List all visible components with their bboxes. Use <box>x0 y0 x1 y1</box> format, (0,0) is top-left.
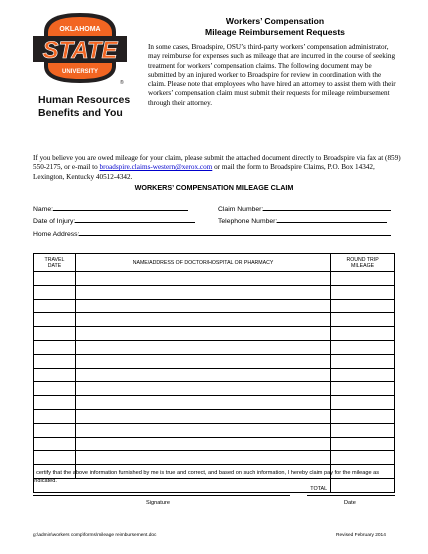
date-of-injury-input-line[interactable] <box>75 215 195 223</box>
date-line[interactable] <box>307 495 395 496</box>
logo-top-text: OKLAHOMA <box>59 26 101 33</box>
telephone-field[interactable] <box>218 215 387 225</box>
travel-date-cell[interactable] <box>34 327 76 341</box>
osu-logo <box>30 10 130 86</box>
table-row <box>34 423 395 437</box>
total-label: TOTAL <box>34 478 331 492</box>
date-of-injury-label: Date of Injury: <box>33 218 76 225</box>
mileage-cell[interactable] <box>331 437 395 451</box>
travel-date-header: TRAVEL DATE <box>34 254 76 272</box>
department-line-2: Benefits and You <box>38 106 123 119</box>
provider-cell[interactable] <box>75 409 330 423</box>
claim-number-label: Claim Number: <box>218 206 264 213</box>
travel-date-cell[interactable] <box>34 451 76 465</box>
provider-cell[interactable] <box>75 313 330 327</box>
provider-cell[interactable] <box>75 272 330 286</box>
travel-date-cell[interactable] <box>34 299 76 313</box>
mileage-cell[interactable] <box>331 382 395 396</box>
provider-cell[interactable] <box>75 451 330 465</box>
mileage-cell[interactable] <box>331 396 395 410</box>
provider-cell[interactable] <box>75 299 330 313</box>
travel-date-cell[interactable] <box>34 354 76 368</box>
provider-cell[interactable] <box>75 382 330 396</box>
provider-cell[interactable] <box>75 396 330 410</box>
provider-cell[interactable] <box>75 423 330 437</box>
email-link[interactable]: broadspire.claims-western@xerox.com <box>99 163 213 172</box>
logo-bottom-text: UNIVERSITY <box>61 69 99 75</box>
provider-cell[interactable] <box>75 340 330 354</box>
mileage-cell[interactable] <box>331 354 395 368</box>
claim-number-field[interactable] <box>218 203 391 213</box>
table-row <box>34 437 395 451</box>
table-row <box>34 409 395 423</box>
travel-date-cell[interactable] <box>34 396 76 410</box>
name-label: Name: <box>33 206 54 213</box>
telephone-label: Telephone Number: <box>218 218 278 225</box>
instructions-text-after: or mail the form to Broadspire Claims, P.O. Box 14342, Lexington, Kentucky 40512-4342. <box>33 163 375 181</box>
claim-heading: WORKERS’ COMPENSATION MILEAGE CLAIM <box>134 183 294 192</box>
travel-date-cell[interactable] <box>34 313 76 327</box>
provider-cell[interactable] <box>75 354 330 368</box>
instructions-paragraph <box>33 154 403 182</box>
mileage-cell[interactable] <box>331 272 395 286</box>
signature-label: Signature <box>146 500 170 506</box>
table-row <box>34 340 395 354</box>
table-row <box>34 396 395 410</box>
mileage-cell[interactable] <box>331 327 395 341</box>
name-input-line[interactable] <box>53 203 188 211</box>
intro-paragraph: In some cases, Broadspire, OSU’s third-party workers’ compensation administrator, may reimburse for expenses such as mileage that are incurred in the course of seeking treatment for workers’ compensation claims. The following document may be submitted by an injured worker to Broadspire for review in coordination with the claim. Please note that employees who have hired an attorney to assist them with their workers’ compensation claim must submit their requests for mileage reimbursement through their attorney. <box>148 43 396 107</box>
telephone-input-line[interactable] <box>277 215 387 223</box>
mileage-cell[interactable] <box>331 368 395 382</box>
travel-date-cell[interactable] <box>34 423 76 437</box>
table-row <box>34 272 395 286</box>
date-of-injury-field[interactable] <box>33 215 195 225</box>
department-name <box>38 94 158 119</box>
travel-date-cell[interactable] <box>34 272 76 286</box>
claim-number-input-line[interactable] <box>263 203 391 211</box>
logo-main-text: STATE <box>42 37 118 64</box>
table-row <box>34 313 395 327</box>
travel-date-cell[interactable] <box>34 285 76 299</box>
mileage-cell[interactable] <box>331 299 395 313</box>
table-row <box>34 354 395 368</box>
home-address-label: Home Address: <box>33 231 80 238</box>
table-row <box>34 299 395 313</box>
mileage-table <box>33 253 395 493</box>
provider-cell[interactable] <box>75 327 330 341</box>
table-row <box>34 285 395 299</box>
travel-date-cell[interactable] <box>34 409 76 423</box>
mileage-cell[interactable] <box>331 423 395 437</box>
mileage-cell[interactable] <box>331 409 395 423</box>
table-row <box>34 368 395 382</box>
provider-cell[interactable] <box>75 437 330 451</box>
footer-revised-date: Revised February 2014 <box>336 533 386 538</box>
mileage-header: ROUND TRIP MILEAGE <box>331 254 395 272</box>
home-address-field[interactable] <box>33 228 391 238</box>
title-line-2: Mileage Reimbursement Requests <box>205 27 345 37</box>
provider-header: NAME/ADDRESS OF DOCTOR/HOSPITAL OR PHARMACY <box>75 254 330 272</box>
page-title <box>165 16 385 38</box>
registered-mark: ® <box>120 80 124 86</box>
provider-cell[interactable] <box>75 285 330 299</box>
table-row <box>34 451 395 465</box>
mileage-cell[interactable] <box>331 451 395 465</box>
table-header-row <box>34 254 395 272</box>
certification-text: I certify that the above information furnished by me is true and correct, and based on such information, I hereby claim pay for the mileage as indicated. <box>33 470 380 484</box>
instructions-text-before: If you believe you are owed mileage for your claim, please submit the attached document directly to Broadspire via fax at (859) 550-2175, or e-mail to <box>33 154 401 172</box>
name-field[interactable] <box>33 203 188 213</box>
travel-date-cell[interactable] <box>34 437 76 451</box>
table-row <box>34 382 395 396</box>
table-row <box>34 327 395 341</box>
travel-date-cell[interactable] <box>34 382 76 396</box>
travel-date-cell[interactable] <box>34 368 76 382</box>
date-label: Date <box>344 500 356 506</box>
footer-file-path: g:\admin\workers comp\forms\mileage reimbursement.doc <box>33 533 157 538</box>
department-line-1: Human Resources <box>38 94 131 106</box>
travel-date-cell[interactable] <box>34 340 76 354</box>
mileage-cell[interactable] <box>331 313 395 327</box>
home-address-input-line[interactable] <box>79 228 391 236</box>
signature-line[interactable] <box>33 495 290 496</box>
title-line-1: Workers’ Compensation <box>225 16 325 26</box>
provider-cell[interactable] <box>75 368 330 382</box>
mileage-cell[interactable] <box>331 340 395 354</box>
mileage-cell[interactable] <box>331 285 395 299</box>
